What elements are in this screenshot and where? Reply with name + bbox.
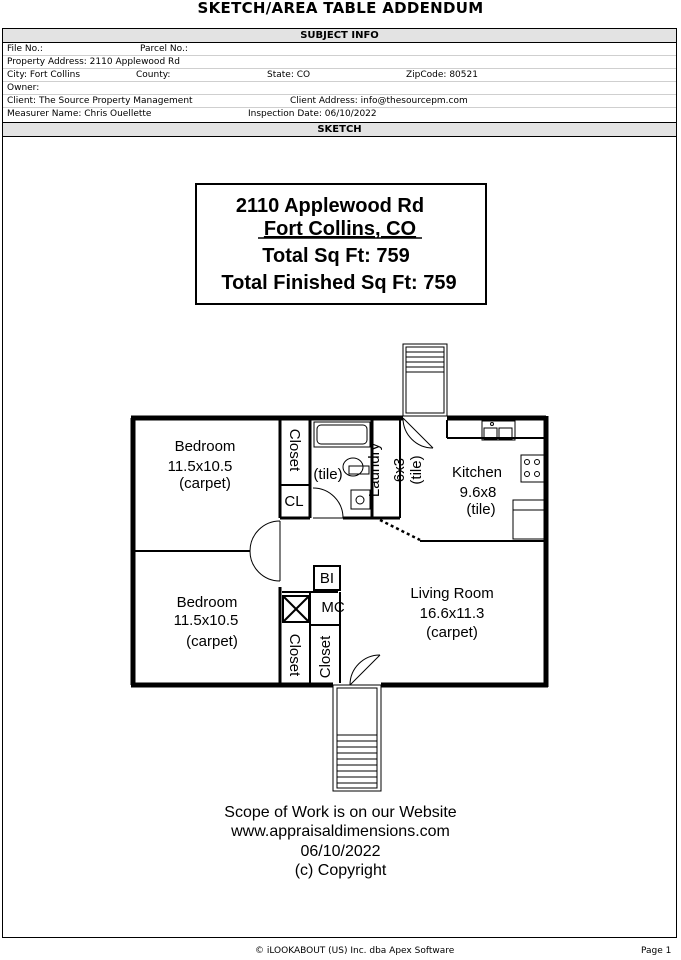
- city: City: Fort Collins: [7, 70, 81, 80]
- measurer-name: Measurer Name: Chris Ouellette: [7, 109, 152, 119]
- scope-line-1: Scope of Work is on our Website: [224, 804, 457, 821]
- page-title: SKETCH/AREA TABLE ADDENDUM: [197, 0, 484, 17]
- footer-page-number: Page 1: [641, 946, 672, 956]
- county: County:: [136, 70, 171, 80]
- state: State: CO: [267, 70, 311, 80]
- box-finished-sqft: Total Finished Sq Ft: 759: [221, 272, 457, 294]
- bedroom2-floor: (carpet): [186, 633, 238, 650]
- mc-label: MC: [321, 599, 345, 616]
- living-room-size: 16.6x11.3: [419, 605, 485, 622]
- closet-bottom-left-label: Closet: [286, 633, 303, 677]
- zip-code: ZipCode: 80521: [406, 70, 478, 80]
- file-no: File No.:: [7, 44, 43, 54]
- cl-label: CL: [284, 493, 304, 510]
- box-address: 2110 Applewood Rd: [235, 195, 425, 217]
- scope-line-4: (c) Copyright: [294, 862, 387, 879]
- subject-info-heading: SUBJECT INFO: [3, 28, 676, 43]
- parcel-no: Parcel No.:: [140, 44, 188, 54]
- bedroom1-label: Bedroom: [174, 438, 236, 455]
- kitchen-size: 9.6x8: [459, 484, 497, 501]
- laundry-floor: (tile): [408, 455, 425, 485]
- laundry-size: 6x3: [391, 457, 408, 483]
- box-total-sqft: Total Sq Ft: 759: [262, 245, 410, 267]
- bottom-stairs: [333, 685, 381, 791]
- closet-top-label: Closet: [286, 428, 303, 472]
- bath-tile-label: (tile): [313, 466, 343, 483]
- sketch-heading: SKETCH: [3, 122, 676, 137]
- inspection-date: Inspection Date: 06/10/2022: [248, 109, 377, 119]
- bedroom2-size: 11.5x10.5: [173, 612, 239, 629]
- kitchen-floor: (tile): [466, 501, 496, 518]
- bedroom1-size: 11.5x10.5: [167, 458, 233, 475]
- scope-line-2: www.appraisaldimensions.com: [231, 823, 450, 840]
- client: Client: The Source Property Management: [7, 96, 193, 106]
- client-address: Client Address: info@thesourcepm.com: [290, 96, 468, 106]
- footer-copyright: © iLOOKABOUT (US) Inc. dba Apex Software: [255, 946, 455, 956]
- kitchen-label: Kitchen: [451, 464, 503, 481]
- scope-line-3: 06/10/2022: [300, 843, 381, 860]
- top-stairs: [403, 344, 447, 416]
- mechanical-box: [283, 596, 309, 622]
- bi-label: BI: [319, 570, 335, 587]
- laundry-label: Laundry: [366, 442, 383, 498]
- closet-bottom-right-label: Closet: [317, 635, 334, 679]
- living-room-floor: (carpet): [426, 624, 478, 641]
- owner: Owner:: [7, 83, 40, 93]
- bedroom2-label: Bedroom: [176, 594, 238, 611]
- box-city: Fort Collins, CO: [263, 218, 417, 240]
- living-room-label: Living Room: [410, 585, 494, 602]
- bedroom1-floor: (carpet): [179, 475, 231, 492]
- property-address: Property Address: 2110 Applewood Rd: [7, 57, 180, 67]
